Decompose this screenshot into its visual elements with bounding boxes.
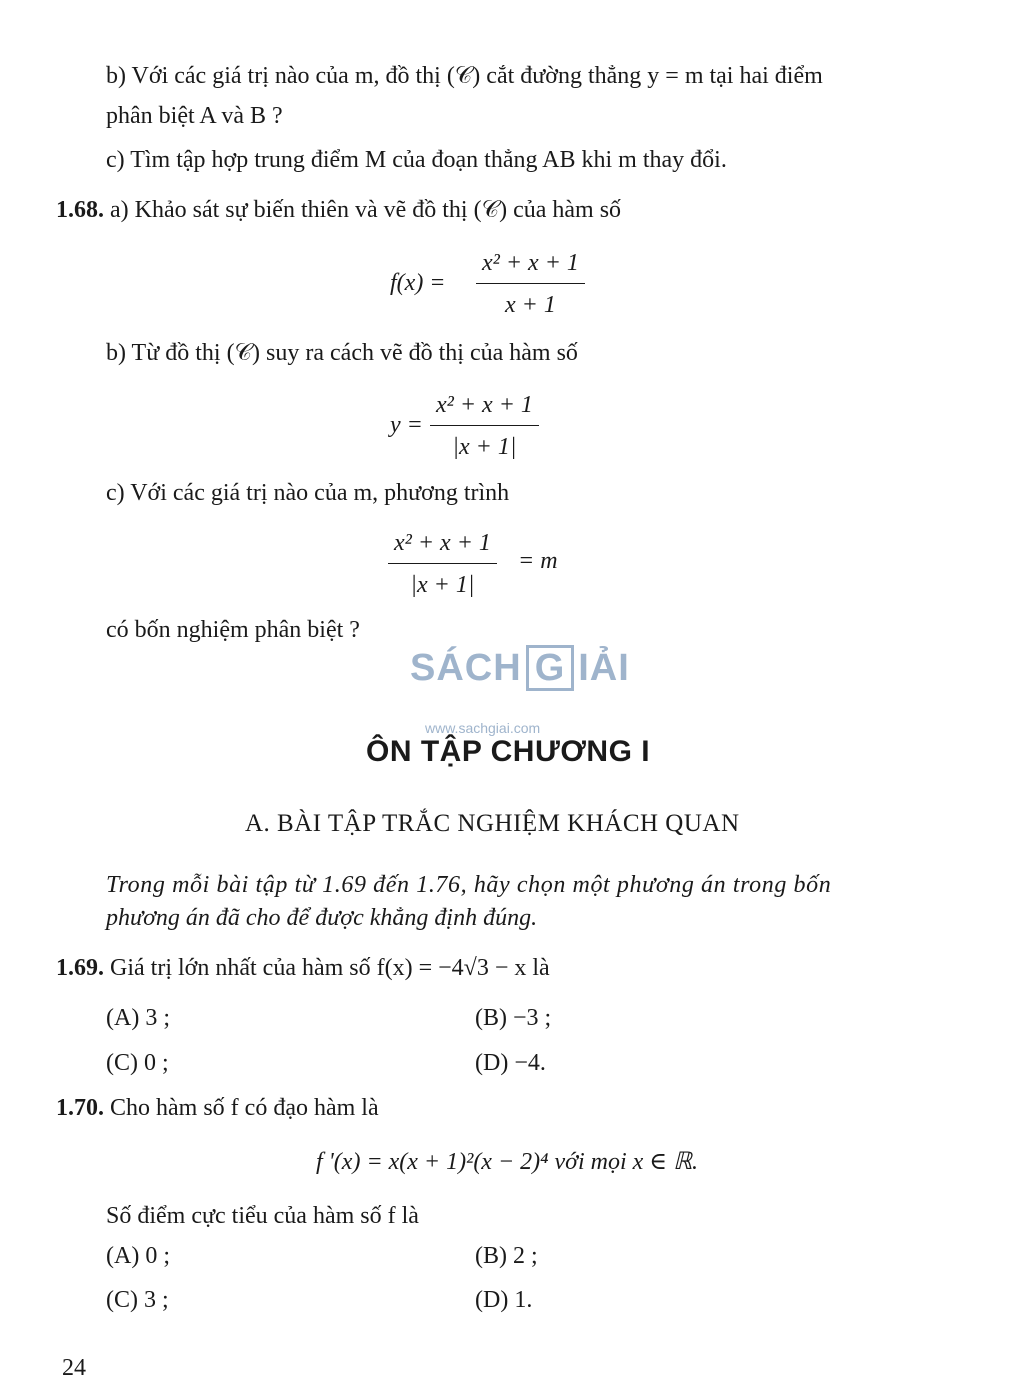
problem-169-option-a: (A) 3 ; (106, 1005, 170, 1031)
problem-167-c: c) Tìm tập hợp trung điểm M của đoạn thẳng AB khi m thay đổi. (106, 147, 727, 173)
watermark-left: SÁCH (410, 647, 522, 689)
formula3-bar (388, 563, 497, 564)
instructions-line1: Trong mỗi bài tập từ 1.69 đến 1.76, hãy chọn một phương án trong bốn (106, 872, 832, 898)
formula3-fraction (388, 530, 497, 599)
problem-168-c: c) Với các giá trị nào của m, phương trình (106, 480, 510, 506)
formula2-denominator: |x + 1| (452, 434, 517, 460)
problem-168-c-line2: có bốn nghiệm phân biệt ? (106, 617, 360, 643)
problem-169-option-b: (B) −3 ; (475, 1005, 552, 1031)
problem-169-option-c: (C) 0 ; (106, 1050, 169, 1076)
problem-168-a: a) Khảo sát sự biến thiên và vẽ đồ thị (𝒞) của hàm số (110, 197, 622, 223)
problem-170-formula: f '(x) = x(x + 1)²(x − 2)⁴ với mọi x ∈ ℝ. (316, 1149, 699, 1175)
watermark-right: IẢI (578, 647, 630, 689)
formula1-denominator: x + 1 (505, 292, 556, 318)
problem-170-line (56, 1095, 379, 1122)
formula2-fraction (430, 392, 539, 461)
problem-169-line (56, 955, 550, 982)
watermark-url: www.sachgiai.com (425, 720, 541, 736)
instructions-line2: phương án đã cho để được khẳng định đúng. (106, 905, 538, 931)
problem-170-text: Cho hàm số f có đạo hàm là (110, 1095, 379, 1121)
problem-168-number: 1.68. (56, 197, 104, 223)
chapter-title: ÔN TẬP CHƯƠNG I (366, 735, 651, 768)
formula3-rhs: = m (518, 548, 558, 574)
formula2-bar (430, 425, 539, 426)
formula1-fraction (476, 250, 585, 319)
problem-168-b: b) Từ đồ thị (𝒞) suy ra cách vẽ đồ thị của hàm số (106, 340, 578, 366)
problem-170-number: 1.70. (56, 1095, 104, 1121)
watermark-boxed-letter: G (526, 645, 575, 691)
formula1-numerator: x² + x + 1 (482, 250, 579, 276)
problem-167-b-line1: b) Với các giá trị nào của m, đồ thị (𝒞) cắt đường thẳng y = m tại hai điểm (106, 63, 823, 89)
problem-168-line (56, 197, 621, 224)
section-title: A. BÀI TẬP TRẮC NGHIỆM KHÁCH QUAN (245, 810, 740, 837)
problem-169-option-d: (D) −4. (475, 1050, 546, 1076)
problem-169-text: Giá trị lớn nhất của hàm số f(x) = −4√3 − x là (110, 955, 550, 981)
formula3-numerator: x² + x + 1 (394, 530, 491, 556)
watermark-logo (410, 645, 630, 691)
problem-167-b-line2: phân biệt A và B ? (106, 103, 283, 129)
problem-170-question: Số điểm cực tiểu của hàm số f là (106, 1203, 419, 1229)
formula2-lhs: y = (390, 412, 423, 438)
problem-170-option-b: (B) 2 ; (475, 1243, 538, 1269)
page-number: 24 (62, 1355, 86, 1381)
formula2-numerator: x² + x + 1 (436, 392, 533, 418)
problem-170-option-a: (A) 0 ; (106, 1243, 170, 1269)
formula1-lhs: f(x) = (390, 270, 446, 296)
formula3-denominator: |x + 1| (410, 572, 475, 598)
problem-170-option-d: (D) 1. (475, 1287, 533, 1313)
problem-169-number: 1.69. (56, 955, 104, 981)
problem-170-option-c: (C) 3 ; (106, 1287, 169, 1313)
formula1-bar (476, 283, 585, 284)
